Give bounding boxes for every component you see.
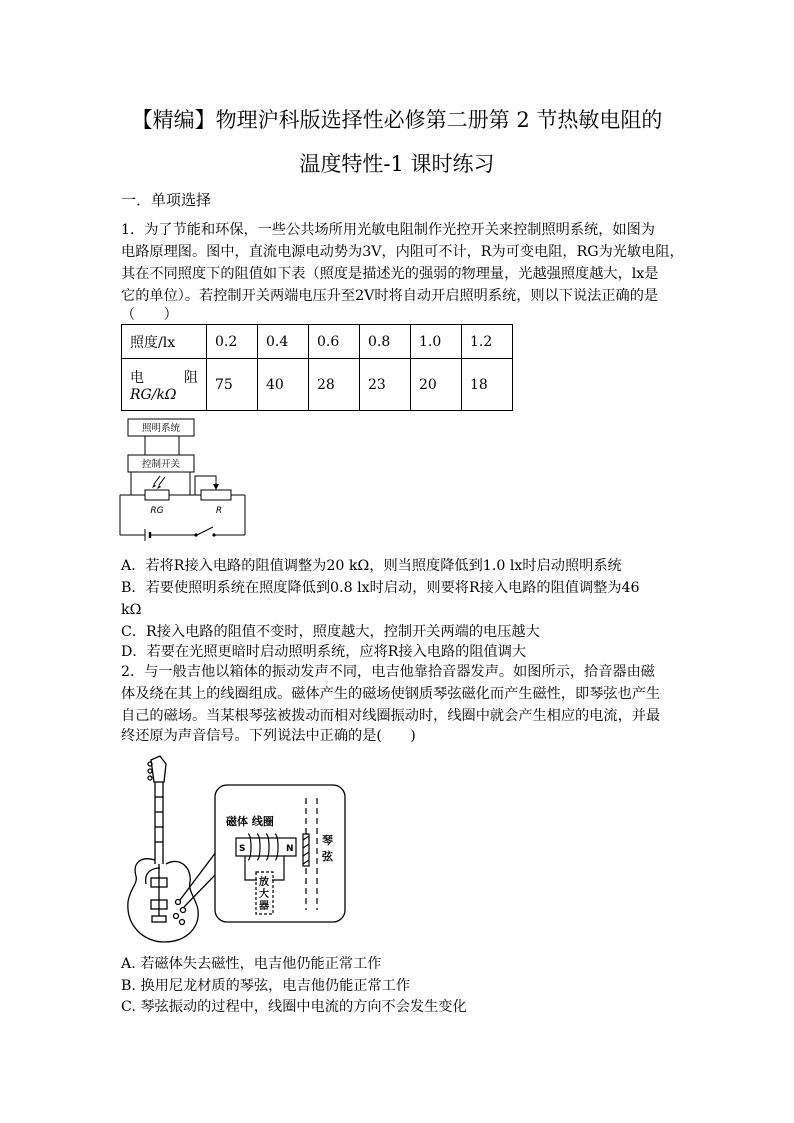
q1-line-3: 其在不同照度下的阻值如下表（照度是描述光的强弱的物理量，光越强照度越大，lx是 bbox=[121, 266, 659, 282]
amplifier-label-3: 器 bbox=[259, 901, 269, 912]
variable-resistor bbox=[201, 490, 231, 500]
q1-line-4: 它的单位）。若控制开关两端电压升至2V时将自动开启照明系统，则以下说法正确的是 bbox=[121, 288, 659, 304]
table-cell: 18 bbox=[462, 359, 513, 411]
q2-option-b: B. 换用尼龙材质的琴弦，电吉他仍能正常工作 bbox=[121, 978, 411, 994]
table-cell: 23 bbox=[360, 359, 411, 411]
illuminance-table bbox=[121, 324, 513, 411]
table-cell: 75 bbox=[207, 359, 258, 411]
circuit-diagram bbox=[115, 414, 255, 554]
q2-option-a: A. 若磁体失去磁性，电吉他仍能正常工作 bbox=[121, 956, 382, 972]
electric-guitar-icon bbox=[128, 756, 216, 942]
control-switch-label: 控制开关 bbox=[141, 459, 181, 470]
photoresistor bbox=[145, 490, 169, 500]
table-cell: 40 bbox=[258, 359, 309, 411]
q1-line-5: （ ） bbox=[121, 307, 178, 323]
pole-n-label: N bbox=[286, 844, 294, 854]
table-cell: 28 bbox=[309, 359, 360, 411]
table-header-illuminance: 照度/lx bbox=[122, 325, 207, 359]
amplifier-label-2: 大 bbox=[259, 889, 269, 900]
q2-line-3: 自己的磁场。当某根琴弦被拨动而相对线圈振动时，线圈中就会产生相应的电流，并最 bbox=[121, 708, 661, 724]
q1-option-a: A．若将R接入电路的阻值调整为20 kΩ，则当照度降低到1.0 lx时启动照明系统 bbox=[121, 558, 622, 574]
resistance-unit: RG/kΩ bbox=[130, 386, 177, 403]
string-label-2: 弦 bbox=[322, 850, 333, 863]
table-cell: 0.4 bbox=[258, 325, 309, 359]
q1-option-d: D．若要在光照更暗时启动照明系统，应将R接入电路的阻值调大 bbox=[121, 644, 527, 660]
pole-s-label: S bbox=[239, 844, 246, 854]
table-header-resistance bbox=[122, 359, 207, 411]
section-heading: 一．单项选择 bbox=[121, 191, 212, 209]
q1-option-b: B．若要使照明系统在照度降低到0.8 lx时启动，则要将R接入电路的阻值调整为46 bbox=[121, 580, 640, 596]
q2-line-2: 体及绕在其上的线圈组成。磁体产生的磁场使钢质琴弦磁化而产生磁性，即琴弦也产生 bbox=[121, 686, 661, 702]
table-cell: 0.2 bbox=[207, 325, 258, 359]
table-cell: 1.0 bbox=[411, 325, 462, 359]
q1-line-2: 电路原理图。图中，直流电源电动势为3V，内阻可不计，R为可变电阻，RG为光敏电阻， bbox=[121, 244, 684, 260]
resistance-label-a: 电 bbox=[130, 369, 144, 386]
q2-line-4: 终还原为声音信号。下列说法中正确的是( ) bbox=[121, 728, 416, 744]
switch-blade bbox=[197, 527, 213, 535]
q1-option-c: C．R接入电路的阻值不变时，照度越大，控制开关两端的电压越大 bbox=[121, 624, 540, 640]
page-title: 【精编】物理沪科版选择性必修第二册第 2 节热敏电阻的 bbox=[131, 108, 663, 132]
lighting-system-label: 照明系统 bbox=[141, 423, 181, 434]
rg-label: RG bbox=[150, 506, 164, 516]
resistance-label-b: 阻 bbox=[184, 369, 198, 386]
q2-option-c: C. 琴弦振动的过程中，线圈中电流的方向不会发生变化 bbox=[121, 999, 467, 1015]
amplifier-label-1: 放 bbox=[259, 877, 269, 888]
q1-line-1: 1．为了节能和环保，一些公共场所用光敏电阻制作光控开关来控制照明系统，如图为 bbox=[121, 222, 655, 238]
q2-line-1: 2．与一般吉他以箱体的振动发声不同，电吉他靠拾音器发声。如图所示，拾音器由磁 bbox=[121, 664, 655, 680]
table-cell: 1.2 bbox=[462, 325, 513, 359]
guitar-pickup-figure bbox=[120, 752, 350, 948]
r-label: R bbox=[215, 506, 223, 516]
magnet-coil-label: 磁体 线圈 bbox=[226, 815, 274, 828]
table-cell: 0.8 bbox=[360, 325, 411, 359]
string-label-1: 琴 bbox=[322, 834, 333, 847]
q1-option-b-continued: kΩ bbox=[121, 602, 142, 618]
table-cell: 20 bbox=[411, 359, 462, 411]
table-cell: 0.6 bbox=[309, 325, 360, 359]
page-subtitle: 温度特性-1 课时练习 bbox=[299, 152, 495, 176]
